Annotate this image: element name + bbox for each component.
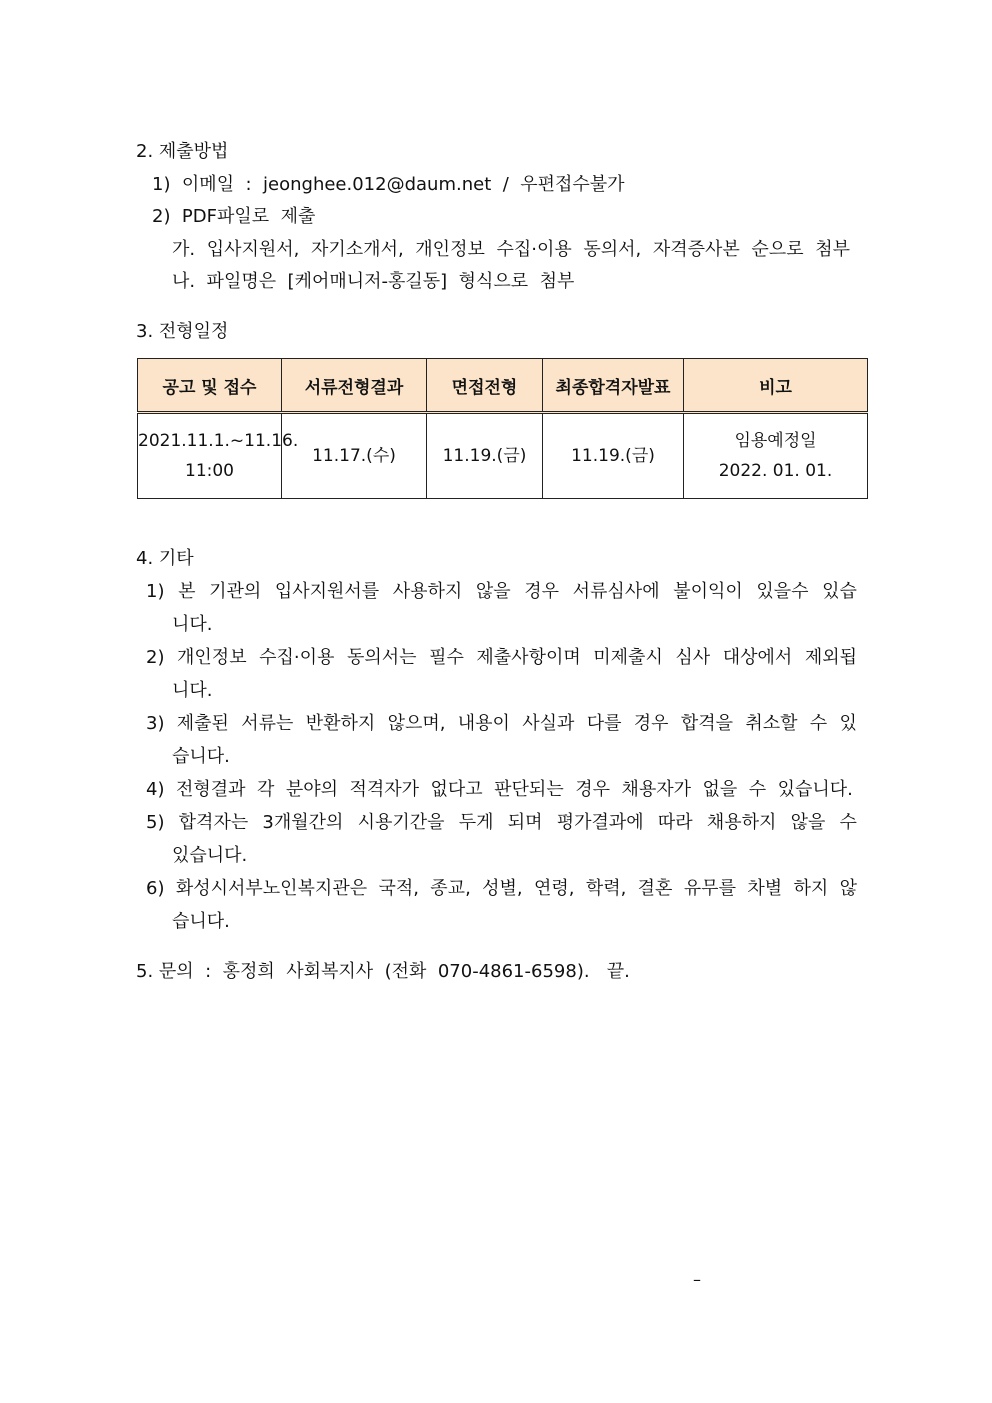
cell-remarks: 임용예정일 2022. 01. 01.	[684, 413, 868, 499]
schedule-table	[137, 358, 868, 499]
section2-item-email: 1) 이메일 : jeonghee.012@daum.net / 우편접수불가	[152, 174, 625, 195]
cell-final-announcement: 11.19.(금)	[543, 413, 684, 499]
section4-item5: 5) 합격자는 3개월간의 시용기간을 두게 되며 평가결과에 따라 채용하지 않을 수	[146, 812, 857, 833]
section2-heading: 2. 제출방법	[136, 141, 229, 162]
cell-interview: 11.19.(금)	[427, 413, 543, 499]
section5-contact: 5. 문의 : 홍정희 사회복지사 (전화 070-4861-6598). 끝.	[136, 961, 630, 982]
section4-item2-cont: 니다.	[172, 680, 213, 701]
cell-announcement-period: 2021.11.1.~11.16. 11:00	[138, 413, 282, 499]
section2-sub-na: 나. 파일명은 [케어매니저-홍길동] 형식으로 첨부	[172, 271, 575, 292]
section4-item1: 1) 본 기관의 입사지원서를 사용하지 않을 경우 서류심사에 불이익이 있을수 있습	[146, 581, 857, 602]
page-dash-mark: –	[693, 1270, 701, 1289]
section2-sub-ga: 가. 입사지원서, 자기소개서, 개인정보 수집·이용 동의서, 자격증사본 순으로 첨부	[172, 239, 850, 260]
section4-item2: 2) 개인정보 수집·이용 동의서는 필수 제출사항이며 미제출시 심사 대상에서 제외됩	[146, 647, 857, 668]
section4-item6: 6) 화성시서부노인복지관은 국적, 종교, 성별, 연령, 학력, 결혼 유무를 차별 하지 않	[146, 878, 857, 899]
header-final-announcement: 최종합격자발표	[543, 359, 684, 413]
section4-item6-cont: 습니다.	[172, 911, 230, 932]
header-announcement: 공고 및 접수	[138, 359, 282, 413]
header-remarks: 비고	[684, 359, 868, 413]
cell-document-result: 11.17.(수)	[282, 413, 427, 499]
header-document-result: 서류전형결과	[282, 359, 427, 413]
section4-item3-cont: 습니다.	[172, 746, 230, 767]
table-header-row	[138, 359, 868, 413]
section4-item5-cont: 있습니다.	[172, 845, 248, 866]
section2-item-pdf: 2) PDF파일로 제출	[152, 206, 316, 227]
section3-heading: 3. 전형일정	[136, 321, 229, 342]
section4-item3: 3) 제출된 서류는 반환하지 않으며, 내용이 사실과 다를 경우 합격을 취소할 수 있	[146, 713, 857, 734]
table-row	[138, 413, 868, 499]
section4-item4: 4) 전형결과 각 분야의 적격자가 없다고 판단되는 경우 채용자가 없을 수 있습니다.	[146, 779, 853, 800]
section4-item1-cont: 니다.	[172, 614, 213, 635]
header-interview: 면접전형	[427, 359, 543, 413]
section4-heading: 4. 기타	[136, 548, 194, 569]
